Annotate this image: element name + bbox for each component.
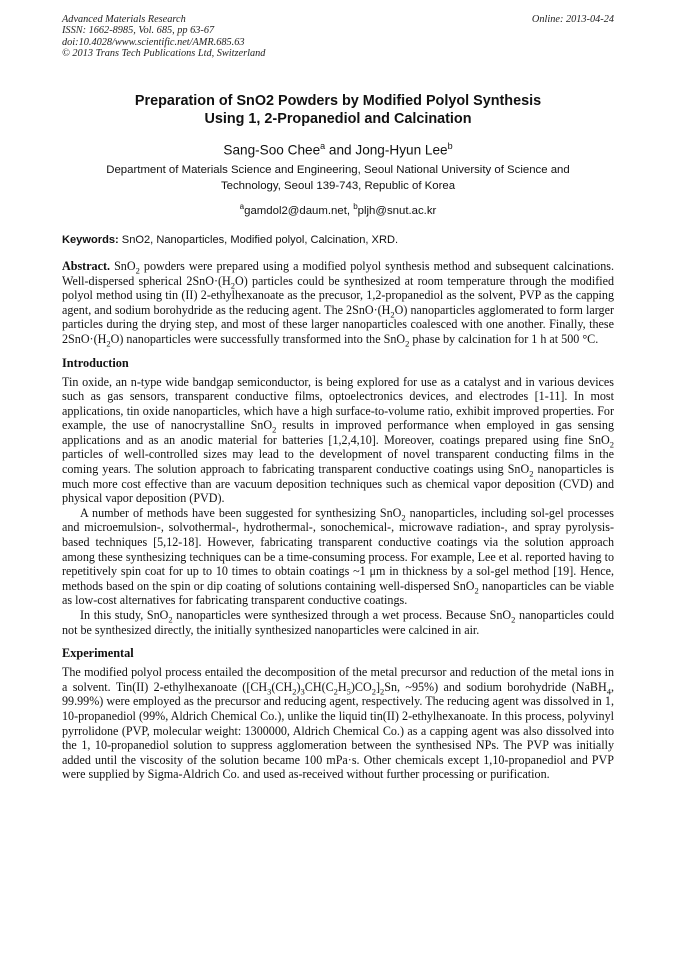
abstract-text: phase by calcination for 1 h at 500 °C. — [409, 331, 599, 346]
abstract-text: powders were prepared using a modified polyol synthesis method and subsequent calcinations. Well-dispersed spherical 2SnO·(H — [62, 258, 614, 288]
subscript: 2 — [135, 265, 140, 276]
online-date: Online: 2013-04-24 — [531, 14, 614, 25]
journal-doi: doi:10.4028/www.scientific.net/AMR.685.63 — [62, 36, 245, 48]
intro-paragraph-1 — [62, 375, 614, 506]
author-1: Sang-Soo Chee — [223, 142, 321, 158]
body-text: particles of well-controlled sizes may lead to the development of novel transparent conducting films in the coming years. The solution approach to fabricating transparent conductive coatings using SnO — [62, 447, 614, 477]
title-line-2: Using 1, 2-Propanediol and Calcination — [204, 110, 472, 127]
subscript: 2 — [168, 614, 173, 625]
subscript: 2 — [609, 439, 614, 450]
subscript: 2 — [333, 686, 338, 697]
body-text: nanoparticles can be viable as low-cost alternatives for fabricating transparent conductive coatings. — [62, 578, 614, 608]
keywords-text: SnO2, Nanoparticles, Modified polyol, Calcination, XRD. — [118, 233, 399, 246]
body-text: H — [337, 679, 347, 694]
abstract — [62, 259, 614, 347]
journal-header — [62, 14, 614, 60]
body-text: The modified polyol process entailed the decomposition of the metal precursor and reduction of the metal ions in a solvent. Tin(II) 2-ethylhexanoate ([CH — [62, 665, 614, 694]
email-a: gamdol2@daum.net, — [244, 204, 354, 217]
subscript: 2 — [390, 309, 395, 320]
subscript: 3 — [300, 686, 305, 697]
body-text: nanoparticles could not be synthesized directly, the initially synthesized nanoparticles were calcined in air. — [62, 608, 614, 637]
experimental-paragraph-1 — [62, 665, 614, 782]
body-text: In this study, SnO — [80, 608, 169, 623]
body-text: CH(C — [304, 679, 334, 694]
body-text: nanoparticles, including sol-gel processes and microemulsion-, solvothermal-, hydrothermal-, sonochemical-, microwave radiation-, and spray pyrolysis-based techniques [5,12-18]. However, fabricating transparent conductive coatings via the solution approach among these synthesizing techniques can be a time-consuming process. For example, Lee et al. reported having to repetitively spin coat for up to 10 times to obtain coatings ~1 μm in thickness by a sol-gel method [19]. Hence, methods based on the spin or dip coating of solutions containing well-dispersed SnO — [62, 505, 615, 593]
email-line — [62, 199, 614, 219]
abstract-text: SnO — [110, 258, 136, 273]
body-text: results in improved performance when employed in gas sensing applications and as an anodic material for batteries [1,2,4,10]. Moreover, coatings prepared using fine SnO — [62, 418, 614, 447]
body-text: A number of methods have been suggested for synthesizing SnO — [80, 505, 402, 520]
journal-name: Advanced Materials Research — [62, 14, 186, 25]
abstract-label: Abstract. — [62, 258, 111, 273]
body-text: ) — [296, 679, 301, 694]
paper-page — [62, 14, 614, 782]
subscript: 5 — [346, 686, 351, 697]
abstract-text: O) particles could be synthesized at room temperature through the modified polyol method using tin (II) 2-ethylhexanoate as the precusor, 1,2-propanediol as the solvent, PVP as the capping agent, and sodium borohydride as the reducing agent. The 2SnO·(H — [62, 273, 614, 317]
journal-copyright: © 2013 Trans Tech Publications Ltd, Switzerland — [62, 48, 266, 60]
body-text: nanoparticles is much more cost effective than are vacuum deposition techniques such as chemical vapor deposition (CVD) and physical vapor deposition (PVD). — [62, 462, 614, 506]
body-text: )CO — [350, 679, 372, 694]
body-text: Tin oxide, an n-type wide bandgap semiconductor, is being explored for use as a catalyst and in various devices such as gas sensors, transparent conductive films, optoelectronics devices, and electrodes [1-11]. In most applications, tin oxide nanoparticles, which have a high surface-to-volume ratio, exhibit improved properties. For example, the use of nanocrystalline SnO — [62, 374, 614, 433]
subscript: 2 — [474, 585, 479, 596]
email-b: pljh@snut.ac.kr — [357, 204, 437, 217]
intro-paragraph-2 — [62, 506, 614, 608]
subscript: 2 — [380, 686, 385, 697]
body-text: Sn, ~95%) and sodium borohydride (NaBH — [384, 679, 607, 694]
subscript: 2 — [292, 686, 297, 697]
subscript: 2 — [272, 424, 277, 435]
introduction-heading: Introduction — [62, 355, 129, 370]
abstract-text: O) nanoparticles were successfully transformed into the SnO — [110, 331, 406, 346]
subscript: 2 — [529, 468, 534, 479]
author-1-marker: a — [320, 140, 326, 151]
experimental-heading: Experimental — [62, 646, 134, 661]
subscript: 2 — [230, 279, 235, 290]
intro-paragraph-3 — [62, 608, 614, 637]
affiliation: Department of Materials Science and Engineering, Seoul National University of Science and Technology, Seoul 139-743, Republic of Korea — [106, 164, 570, 192]
body-text: (CH — [271, 679, 293, 694]
email-b-marker: b — [353, 202, 358, 212]
abstract-text: O) nanoparticles agglomerated to form larger particles during the drying step, and most of these larger nanoparticles coalesced with one another. Finally, these 2SnO·(H — [62, 302, 614, 346]
body-text: nanoparticles were synthesized through a wet process. Because SnO — [172, 608, 512, 623]
author-joiner: and — [325, 142, 356, 158]
body-text: , 99.99%) were employed as the precursor and reducing agent, respectively. The reducing agent was dissolved in 1, 10-propanediol (99%, Aldrich Chemical Co.), unlike the liquid tin(II) 2-ethylhexanoate. In this process, polyvinyl pyrrolidone (PVP, molecular weight: 1300000, Aldrich Chemical Co.) as a capping agent was also dissolved into the 1, 10-propanediol solution to suppress agglomeration between the synthesised NPs. The PVP was initially added until the viscosity of the solution became 100 mPa·s. Other chemicals except 1,10-propanediol and PVP were supplied by Sigma-Aldrich Co. and used as-received without further processing or purification. — [62, 679, 614, 782]
author-line — [62, 137, 614, 160]
subscript: 3 — [267, 686, 272, 697]
paper-title — [62, 92, 614, 128]
keywords — [62, 233, 614, 247]
subscript: 2 — [106, 338, 111, 349]
subscript: 2 — [401, 512, 406, 523]
subscript: 2 — [511, 614, 516, 625]
subscript: 2 — [405, 338, 410, 349]
author-2-marker: b — [447, 140, 453, 151]
subscript: 2 — [371, 686, 376, 697]
journal-issn: ISSN: 1662-8985, Vol. 685, pp 63-67 — [62, 25, 215, 37]
email-a-marker: a — [239, 202, 245, 212]
subscript: 4 — [606, 686, 611, 697]
title-line-1: Preparation of SnO2 Powders by Modified Polyol Synthesis — [134, 92, 542, 109]
keywords-label: Keywords: — [62, 233, 119, 246]
body-text: ] — [375, 679, 381, 694]
author-2: Jong-Hyun Lee — [355, 142, 448, 158]
